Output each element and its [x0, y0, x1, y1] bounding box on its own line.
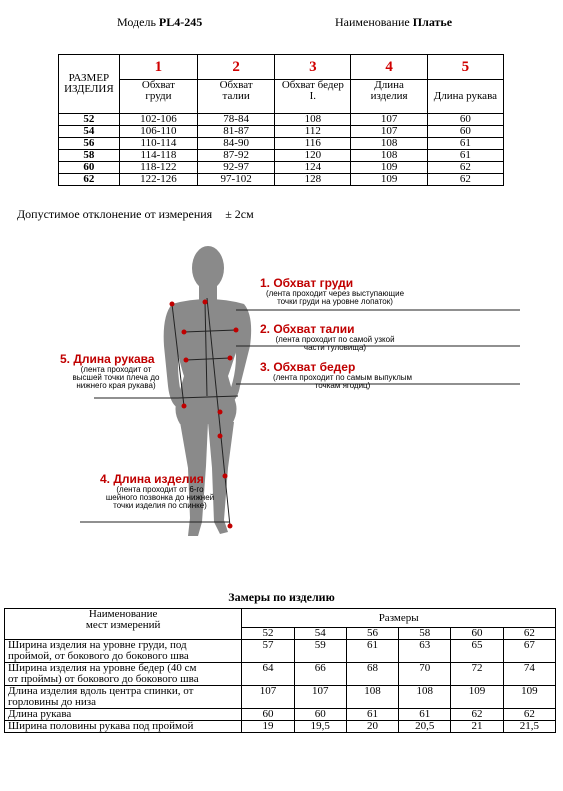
sizes-header: Размеры [242, 609, 556, 628]
measurement-figure [60, 236, 540, 566]
product-measures-title: Замеры по изделию [228, 590, 335, 604]
measure-sleeve: 5. Длина рукава (лента проходит от высшей точки плеча до нижнего края рукава) [60, 352, 160, 390]
product-measurements-table [4, 608, 556, 733]
table-row: 52 102-106 78-84 108 107 60 [59, 114, 504, 126]
measure-chest: 1. Обхват груди (лента проходит через выступающие точки груди на уровне лопаток) [260, 276, 405, 306]
col-number-5: 5 [427, 55, 503, 80]
col-number-3: 3 [275, 55, 351, 80]
size-column-header: РАЗМЕР ИЗДЕЛИЯ [59, 55, 120, 114]
col-label-sleeve: Длина рукава [427, 80, 503, 114]
table-row: 58 114-118 87-92 120 108 61 [59, 150, 504, 162]
table-row: 56 110-114 84-90 116 108 61 [59, 138, 504, 150]
size-chart-table [58, 54, 504, 186]
col-label-chest: Обхват груди [119, 80, 197, 114]
sizes-row: 52 54 56 58 60 62 [5, 628, 556, 640]
col-label-hips: Обхват бедер I. [275, 80, 351, 114]
table-row: Длина рукава 60 60 61 61 62 62 [5, 709, 556, 721]
col-number-2: 2 [198, 55, 275, 80]
model-label: Модель [117, 15, 156, 29]
measure-length: 4. Длина изделия (лента проходит от 6-го шейного позвонка до нижней точки изделия по спинке) [100, 472, 215, 510]
table-row: 60 118-122 92-97 124 109 62 [59, 162, 504, 174]
measure-waist: 2. Обхват талии (лента проходит по самой узкой части туловища) [260, 322, 395, 352]
table-row: Длина изделия вдоль центра спинки, от горловины до низа 107 107 108 108 109 109 [5, 686, 556, 709]
measure-name-header: Наименование мест измерений [5, 609, 242, 640]
col-label-length: Длина изделия [351, 80, 427, 114]
measure-hips: 3. Обхват бедер (лента проходит по самым выпуклым точкам ягодиц) [260, 360, 413, 390]
col-label-waist: Обхват талии [198, 80, 275, 114]
col-number-1: 1 [119, 55, 197, 80]
product-name-value: Платье [412, 15, 453, 29]
col-number-4: 4 [351, 55, 427, 80]
tolerance-value: ± 2см [225, 207, 254, 221]
tolerance-text: Допустимое отклонение от измерения [17, 207, 213, 221]
tolerance-note [17, 207, 254, 222]
model-code: PL4-245 [158, 15, 203, 29]
table-row: Ширина изделия на уровне груди, под проймой, от бокового до бокового шва 57 59 61 63 65 67 [5, 640, 556, 663]
model-line [117, 15, 202, 30]
table-row: Ширина половины рукава под проймой 19 19,5 20 20,5 21 21,5 [5, 721, 556, 733]
table-row: 62 122-126 97-102 128 109 62 [59, 174, 504, 186]
product-name-line [335, 15, 452, 30]
table-row: 54 106-110 81-87 112 107 60 [59, 126, 504, 138]
product-name-label: Наименование [335, 15, 410, 29]
table-row: Ширина изделия на уровне бедер (40 см от проймы) от бокового до бокового шва 64 66 68 70 72 74 [5, 663, 556, 686]
